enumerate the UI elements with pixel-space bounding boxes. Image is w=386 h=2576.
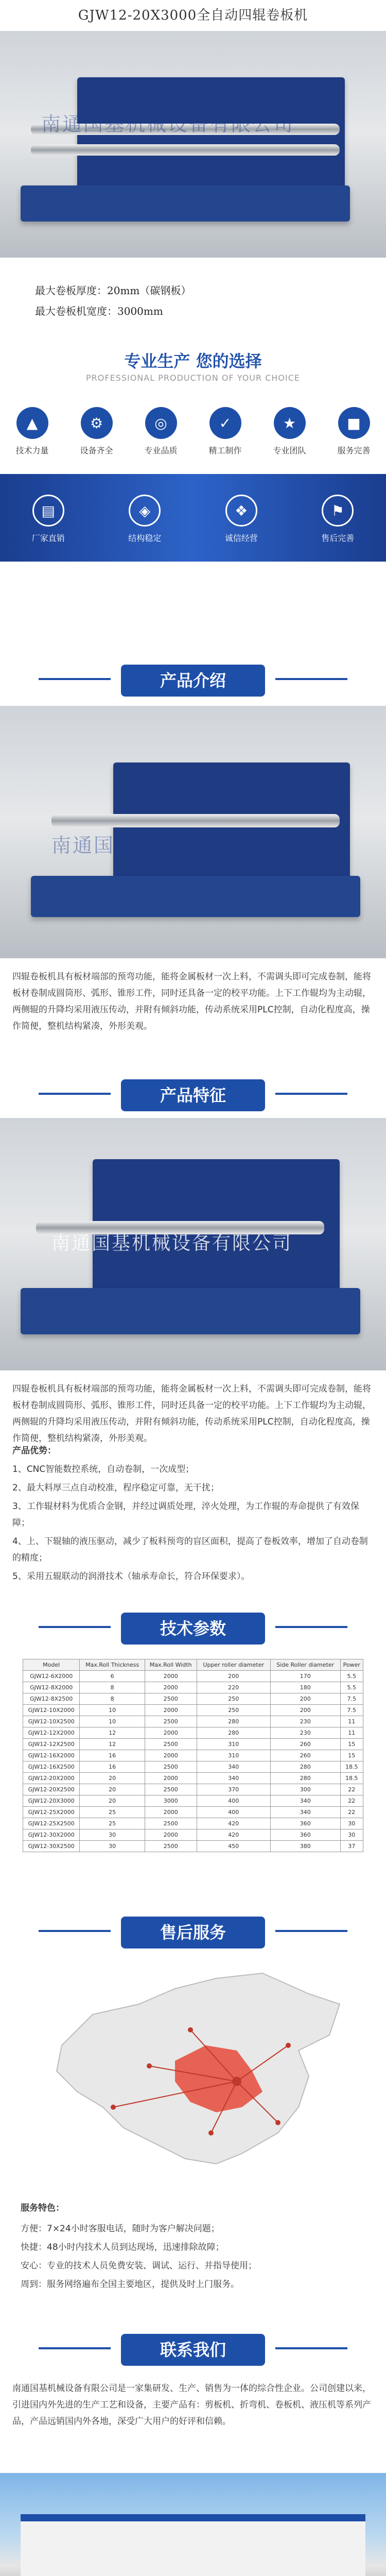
table-cell: GJW12-10X2000 [23, 1705, 80, 1716]
table-cell: 2500 [145, 1818, 197, 1829]
machine-base [21, 185, 350, 222]
handshake-icon: ❖ [225, 495, 257, 527]
table-row [23, 1693, 363, 1705]
feature-item [261, 407, 318, 456]
table-cell: 5.5 [340, 1682, 363, 1693]
column-header: Side Roller diameter [270, 1659, 340, 1671]
badge-item [20, 495, 77, 544]
table-cell: 420 [197, 1818, 270, 1829]
table-row [23, 1784, 363, 1795]
table-cell: 340 [270, 1795, 340, 1807]
feature-item: 3、工作辊材料为优质合金钢，并经过调质处理，淬火处理，为工作辊的寿命提供了有效保障； [12, 1501, 359, 1528]
table-cell: GJW12-6X2000 [23, 1671, 80, 1682]
service-header: 服务特色： [21, 2203, 64, 2213]
table-cell: 2500 [145, 1841, 197, 1852]
slogan-main: 专业生产 您的选择 [124, 351, 262, 371]
table-cell: 22 [340, 1784, 363, 1795]
roller-upper [51, 814, 340, 827]
feature-label: 技术力量 [15, 446, 49, 455]
feature-item: 4、上、下辊轴的液压驱动，减少了板料预弯的盲区面积，提高了卷板效率，增加了自动卷制的精度； [12, 1536, 368, 1563]
search-icon: ◎ [145, 407, 177, 439]
table-cell: 250 [197, 1705, 270, 1716]
check-icon: ✓ [209, 407, 241, 439]
table-cell: 30 [80, 1829, 145, 1841]
table-row [23, 1761, 363, 1773]
truck-icon: ■ [338, 407, 370, 439]
building-icon: ▤ [32, 495, 64, 527]
table-cell: 12 [80, 1727, 145, 1739]
feature-item [197, 407, 254, 456]
shield-icon: ◈ [129, 495, 161, 527]
table-cell: 400 [197, 1795, 270, 1807]
table-cell: 2000 [145, 1705, 197, 1716]
watermark-text: 南通国基机械设备有限公司 [41, 113, 295, 135]
china-map [21, 1958, 365, 2184]
table-cell: 260 [270, 1750, 340, 1761]
table-cell: 420 [197, 1829, 270, 1841]
feature-item [4, 407, 61, 456]
trophy-icon: ★ [274, 407, 306, 439]
section-header-intro: 产品介绍 [121, 665, 265, 697]
table-cell: 16 [80, 1750, 145, 1761]
table-cell: 10 [80, 1705, 145, 1716]
slogan-sub: PROFESSIONAL PRODUCTION OF YOUR CHOICE [86, 373, 300, 383]
table-cell: 8 [80, 1682, 145, 1693]
table-cell: 220 [197, 1682, 270, 1693]
table-row [23, 1716, 363, 1727]
table-cell: 450 [197, 1841, 270, 1852]
table-row [23, 1682, 363, 1693]
table-cell: 250 [197, 1693, 270, 1705]
feature-label: 服务完善 [337, 446, 371, 455]
spec-max-width: 最大卷板机宽度：3000mm [35, 305, 163, 317]
table-cell: 22 [340, 1795, 363, 1807]
table-cell: GJW12-30X2500 [23, 1841, 80, 1852]
feature-icon-row [0, 407, 386, 456]
table-cell: 11 [340, 1727, 363, 1739]
factory-icon: ▲ [16, 407, 48, 439]
table-cell: 22 [340, 1807, 363, 1818]
table-cell: 2000 [145, 1727, 197, 1739]
section-header-features: 产品特征 [121, 1079, 265, 1111]
table-cell: 2500 [145, 1716, 197, 1727]
column-header: Max.Roll Thickness [80, 1659, 145, 1671]
table-cell: GJW12-16X2000 [23, 1750, 80, 1761]
table-cell: 15 [340, 1739, 363, 1750]
table-cell: GJW12-25X2000 [23, 1807, 80, 1818]
feature-item: 1、CNC智能数控系统，自动卷制，一次成型； [12, 1464, 195, 1475]
table-cell: 7.5 [340, 1693, 363, 1705]
page-title: GJW12-20X3000全自动四辊卷板机 [78, 8, 308, 23]
table-cell: 200 [270, 1693, 340, 1705]
feature-label: 设备齐全 [80, 446, 113, 455]
table-cell: 2500 [145, 1739, 197, 1750]
watermark-text: 南通国基机械设备有限公司 [51, 1233, 293, 1254]
table-cell: 360 [270, 1818, 340, 1829]
roller-lower [31, 144, 340, 156]
intro-text: 四辊卷板机具有板材端部的预弯功能，能将金属板材一次上料，不需调头即可完成卷制，能将板材卷制成圆筒形、弧形、锥形工件，同时还具备一定的校平功能。上下工作辊均为主动辊，两侧辊的升降均采用液压传动，并附有倾斜功能，传动系统采用PLC控制，自动化程度高，操作简便，整机结构紧凑，外形美观。 [12, 972, 371, 1031]
table-cell: 340 [197, 1761, 270, 1773]
table-cell: 37 [340, 1841, 363, 1852]
table-cell: 20 [80, 1773, 145, 1784]
features-photo [0, 1118, 386, 1370]
table-cell: 18.5 [340, 1773, 363, 1784]
feature-label: 专业品质 [144, 446, 178, 455]
table-cell: 2000 [145, 1750, 197, 1761]
table-cell: 300 [270, 1784, 340, 1795]
table-row [23, 1818, 363, 1829]
hero-photo [0, 31, 386, 258]
table-cell: GJW12-20X3000 [23, 1795, 80, 1807]
intro-photo [0, 706, 386, 958]
table-cell: 5.5 [340, 1671, 363, 1682]
table-row [23, 1807, 363, 1818]
feature-intro-text: 四辊卷板机具有板材端部的预弯功能，能将金属板材一次上料，不需调头即可完成卷制，能将板材卷制成圆筒形、弧形、锥形工件，同时还具备一定的校平功能。上下工作辊均为主动辊，两侧辊的升降均采用液压传动，并附有倾斜功能，传动系统采用PLC控制，自动化程度高，操作简便，整机结构紧凑，外形美观。 [12, 1384, 371, 1444]
table-cell: GJW12-30X2000 [23, 1829, 80, 1841]
section-header-service: 售后服务 [121, 1917, 265, 1948]
table-cell: 15 [340, 1750, 363, 1761]
badge-label: 诚信经营 [224, 533, 258, 543]
table-cell: 340 [270, 1807, 340, 1818]
column-header: Power [340, 1659, 363, 1671]
service-item: 安心：专业的技术人员免费安装、调试、运行、并指导使用； [21, 2261, 257, 2271]
table-cell: 180 [270, 1682, 340, 1693]
feature-item: 2、最大料厚三点自动校准，程序稳定可靠，无干扰； [12, 1483, 219, 1493]
table-cell: 2500 [145, 1693, 197, 1705]
table-cell: 2000 [145, 1671, 197, 1682]
table-row [23, 1739, 363, 1750]
table-cell: 310 [197, 1739, 270, 1750]
section-header-contact: 联系我们 [121, 2334, 265, 2366]
machine-base [31, 876, 360, 917]
table-cell: GJW12-10X2500 [23, 1716, 80, 1727]
table-cell: GJW12-12X2500 [23, 1739, 80, 1750]
table-cell: GJW12-25X2500 [23, 1818, 80, 1829]
table-cell: GJW12-16X2500 [23, 1761, 80, 1773]
table-header-row [23, 1659, 363, 1671]
table-cell: 260 [270, 1739, 340, 1750]
table-cell: 380 [270, 1841, 340, 1852]
feature-label: 精工制作 [208, 446, 242, 455]
table-cell: 20 [80, 1795, 145, 1807]
badge-label: 结构稳定 [128, 533, 162, 543]
table-cell: 280 [197, 1727, 270, 1739]
table-cell: 2000 [145, 1807, 197, 1818]
table-cell: 200 [270, 1705, 340, 1716]
badge-label: 售后完善 [321, 533, 355, 543]
service-item: 周到：服务网络遍布全国主要地区，提供及时上门服务。 [21, 2279, 239, 2290]
table-row [23, 1727, 363, 1739]
factory-photo-1 [0, 2473, 386, 2576]
table-cell: 280 [270, 1761, 340, 1773]
table-cell: 230 [270, 1716, 340, 1727]
table-cell: 16 [80, 1761, 145, 1773]
table-cell: GJW12-20X2000 [23, 1773, 80, 1784]
badge-item [213, 495, 270, 544]
table-cell: 8 [80, 1693, 145, 1705]
contact-text: 南通国基机械设备有限公司是一家集研发、生产、销售为一体的综合性企业。公司创建以来，引进国内外先进的生产工艺和设备，主要产品有：剪板机、折弯机、卷板机、液压机等系列产品，产品远销国内外各地，深受广大用户的好评和信赖。 [12, 2383, 371, 2427]
table-cell: 25 [80, 1818, 145, 1829]
map-graphic [21, 1958, 365, 2184]
table-cell: 10 [80, 1716, 145, 1727]
table-row [23, 1829, 363, 1841]
feature-item [133, 407, 189, 456]
table-cell: 200 [197, 1671, 270, 1682]
table-cell: 360 [270, 1829, 340, 1841]
table-row [23, 1671, 363, 1682]
feature-item [326, 407, 382, 456]
badge-item [116, 495, 173, 544]
machine-base [21, 1288, 360, 1334]
table-cell: 30 [340, 1829, 363, 1841]
table-row [23, 1773, 363, 1784]
badge-item [309, 495, 366, 544]
flag-icon: ⚑ [322, 495, 354, 527]
slogan-block [0, 330, 386, 402]
column-header: Model [23, 1659, 80, 1671]
feature-list-header: 产品优势： [12, 1446, 56, 1456]
table-cell: 12 [80, 1739, 145, 1750]
feature-label: 专业团队 [273, 446, 306, 455]
table-cell: 280 [270, 1773, 340, 1784]
table-row [23, 1750, 363, 1761]
factory-building [21, 2514, 365, 2576]
table-cell: 6 [80, 1671, 145, 1682]
table-cell: 280 [197, 1716, 270, 1727]
table-cell: 340 [197, 1773, 270, 1784]
spec-table [23, 1659, 363, 1852]
table-cell: 11 [340, 1716, 363, 1727]
table-cell: 370 [197, 1784, 270, 1795]
table-row [23, 1705, 363, 1716]
table-cell: 170 [270, 1671, 340, 1682]
gear-icon: ⚙ [81, 407, 113, 439]
machine-body [77, 77, 345, 196]
table-cell: 30 [340, 1818, 363, 1829]
watermark-text: 南通国基机械设备有限公司 [51, 834, 305, 857]
spec-max-thickness: 最大卷板厚度：20mm（碳钢板） [35, 284, 191, 297]
service-item: 快捷：48小时内技术人员到达现场，迅速排除故障； [21, 2242, 224, 2252]
table-cell: 2000 [145, 1829, 197, 1841]
table-cell: 7.5 [340, 1705, 363, 1716]
table-cell: 310 [197, 1750, 270, 1761]
table-cell: 30 [80, 1841, 145, 1852]
table-cell: 2000 [145, 1682, 197, 1693]
table-cell: 2000 [145, 1773, 197, 1784]
badge-label: 厂家直销 [31, 533, 65, 543]
column-header: Max.Roll Width [145, 1659, 197, 1671]
table-cell: GJW12-8X2000 [23, 1682, 80, 1693]
table-cell: GJW12-8X2500 [23, 1693, 80, 1705]
table-cell: 400 [197, 1807, 270, 1818]
table-cell: 20 [80, 1784, 145, 1795]
table-row [23, 1795, 363, 1807]
table-cell: 230 [270, 1727, 340, 1739]
section-header-params: 技术参数 [121, 1613, 265, 1645]
table-cell: GJW12-12X2000 [23, 1727, 80, 1739]
table-cell: 2500 [145, 1784, 197, 1795]
feature-item: 5、采用五辊联动的润滑技术（轴承寿命长，符合环保要求）。 [12, 1571, 250, 1582]
table-cell: 3000 [145, 1795, 197, 1807]
service-item: 方便：7×24小时客服电话，随时为客户解决问题； [21, 2224, 220, 2234]
table-cell: GJW12-20X2500 [23, 1784, 80, 1795]
feature-item [68, 407, 125, 456]
table-cell: 2500 [145, 1761, 197, 1773]
table-cell: 25 [80, 1807, 145, 1818]
badge-bar [0, 474, 386, 562]
table-row [23, 1841, 363, 1852]
table-cell: 18.5 [340, 1761, 363, 1773]
column-header: Upper roller diameter [197, 1659, 270, 1671]
